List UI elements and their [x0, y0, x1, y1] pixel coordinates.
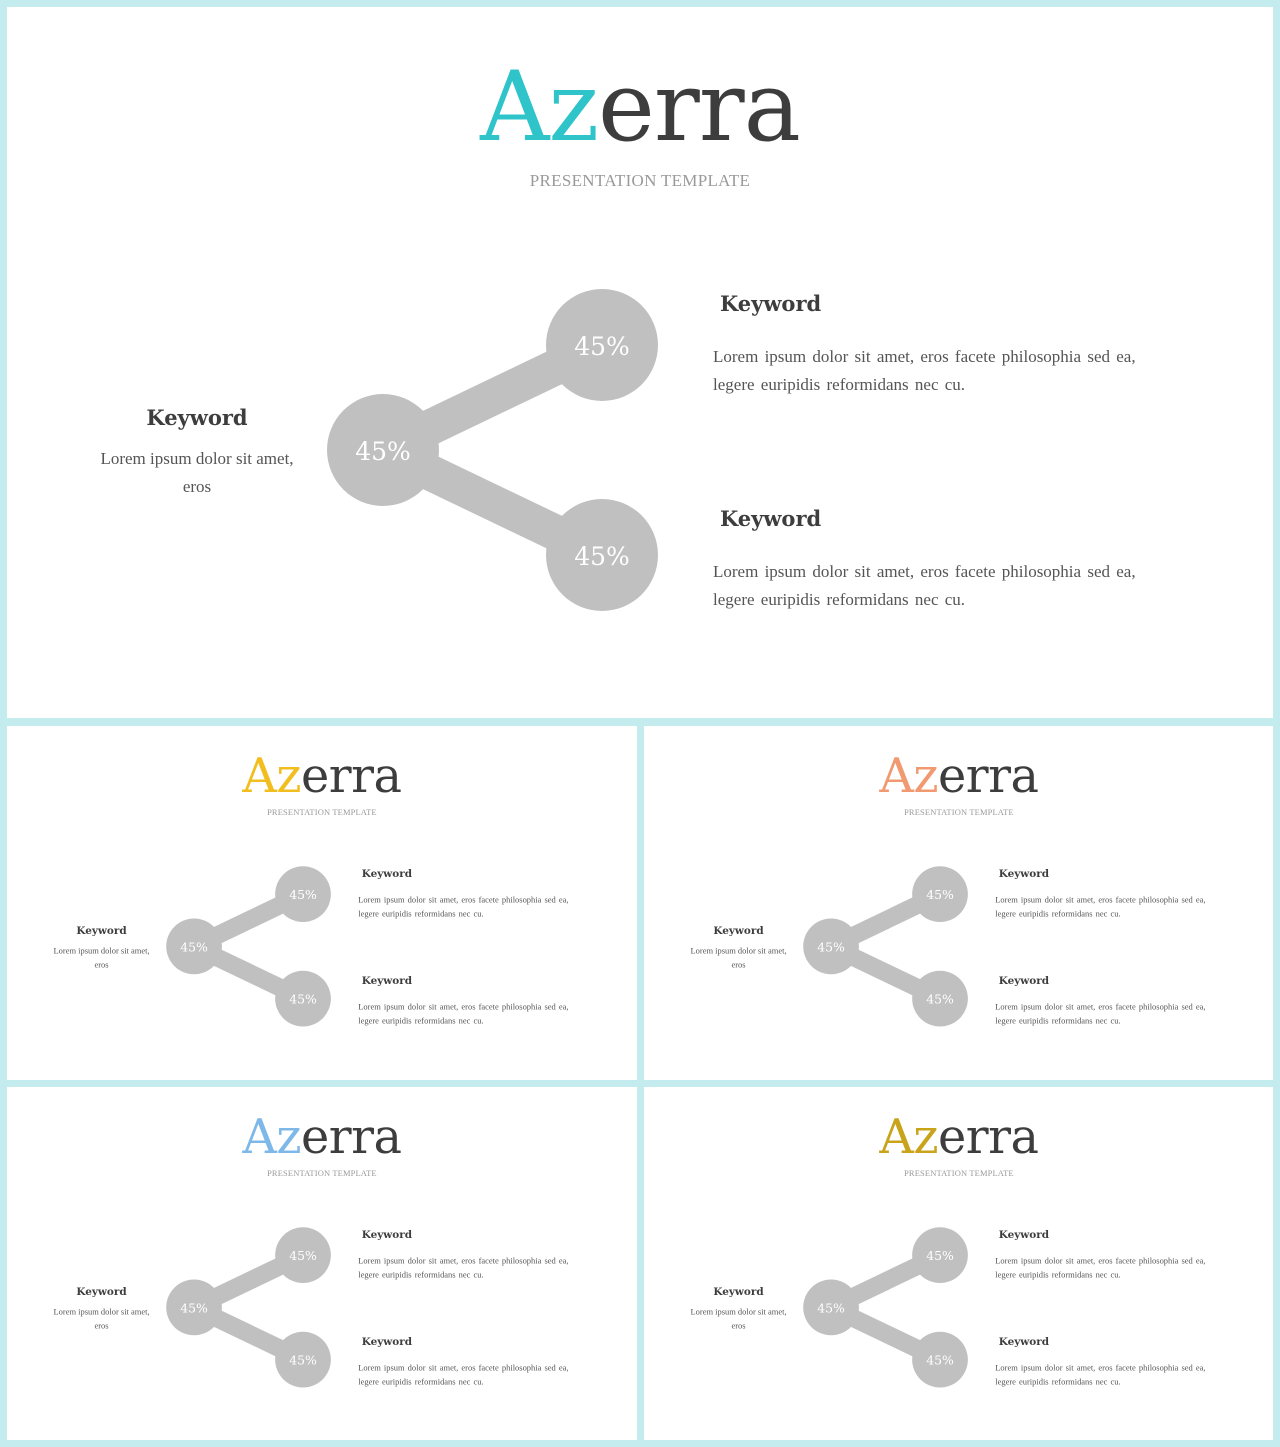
bottom-description: Lorem ipsum dolor sit amet, eros facete philosophia sed ea, legere euripidis reformidans nec cu.: [713, 562, 1136, 609]
left-keyword: Keyword: [713, 1285, 764, 1298]
logo-rest: erra: [301, 747, 402, 804]
left-description: Lorem ipsum dolor sit amet, eros: [690, 1306, 787, 1331]
center-node-value: 45%: [355, 437, 411, 466]
bottom-description: Lorem ipsum dolor sit amet, eros facete philosophia sed ea, legere euripidis reformidans nec cu.: [995, 1363, 1206, 1387]
slide-content: [7, 1087, 637, 1440]
logo-rest: erra: [938, 747, 1039, 804]
bottom-keyword: Keyword: [998, 974, 1050, 987]
left-description: Lorem ipsum dolor sit amet, eros: [53, 945, 150, 970]
left-keyword: Keyword: [713, 924, 764, 937]
center-node-value: 45%: [180, 1300, 208, 1316]
slide-content: [7, 726, 637, 1080]
slide-content: [644, 726, 1273, 1080]
bottom-description: Lorem ipsum dolor sit amet, eros facete philosophia sed ea, legere euripidis reformidans nec cu.: [358, 1363, 569, 1387]
subtitle: PRESENTATION TEMPLATE: [529, 171, 751, 190]
top-node-value: 45%: [926, 1248, 954, 1264]
left-keyword: Keyword: [76, 1285, 127, 1298]
bottom-keyword: Keyword: [361, 974, 413, 987]
slide-thumbnail-gold[interactable]: [644, 1087, 1273, 1440]
slide-content: [7, 7, 1273, 718]
top-node-value: 45%: [926, 887, 954, 903]
bottom-node-value: 45%: [289, 1352, 317, 1368]
top-description: Lorem ipsum dolor sit amet, eros facete philosophia sed ea, legere euripidis reformidans nec cu.: [358, 1256, 569, 1280]
slide-main[interactable]: [7, 7, 1273, 718]
top-node-value: 45%: [289, 1248, 317, 1264]
left-keyword: Keyword: [76, 924, 127, 937]
top-description: Lorem ipsum dolor sit amet, eros facete philosophia sed ea, legere euripidis reformidans nec cu.: [713, 347, 1136, 394]
logo-accent: Az: [242, 1108, 302, 1165]
bottom-node-value: 45%: [926, 1352, 954, 1368]
slide-thumbnail-yellow[interactable]: [7, 726, 637, 1080]
subtitle: PRESENTATION TEMPLATE: [904, 807, 1014, 818]
logo-rest: erra: [938, 1108, 1039, 1165]
logo-accent: Az: [480, 51, 599, 163]
left-keyword: Keyword: [146, 405, 248, 430]
top-keyword: Keyword: [361, 867, 413, 880]
top-description: Lorem ipsum dolor sit amet, eros facete philosophia sed ea, legere euripidis reformidans nec cu.: [995, 895, 1206, 919]
logo-accent: Az: [879, 1108, 939, 1165]
left-description: Lorem ipsum dolor sit amet, eros: [100, 449, 294, 496]
bottom-node-value: 45%: [574, 542, 630, 571]
bottom-keyword: Keyword: [998, 1335, 1050, 1348]
center-node-value: 45%: [180, 939, 208, 955]
subtitle: PRESENTATION TEMPLATE: [267, 1168, 377, 1179]
bottom-keyword: Keyword: [720, 506, 822, 531]
top-keyword: Keyword: [998, 1228, 1050, 1241]
top-node-value: 45%: [574, 332, 630, 361]
left-description: Lorem ipsum dolor sit amet, eros: [53, 1306, 150, 1331]
bottom-node-value: 45%: [289, 991, 317, 1007]
logo-accent: Az: [879, 747, 939, 804]
top-keyword: Keyword: [361, 1228, 413, 1241]
top-keyword: Keyword: [998, 867, 1050, 880]
bottom-description: Lorem ipsum dolor sit amet, eros facete philosophia sed ea, legere euripidis reformidans nec cu.: [358, 1002, 569, 1026]
logo-accent: Az: [242, 747, 302, 804]
slide-thumbnail-orange[interactable]: [644, 726, 1273, 1080]
subtitle: PRESENTATION TEMPLATE: [904, 1168, 1014, 1179]
subtitle: PRESENTATION TEMPLATE: [267, 807, 377, 818]
left-description: Lorem ipsum dolor sit amet, eros: [690, 945, 787, 970]
top-description: Lorem ipsum dolor sit amet, eros facete philosophia sed ea, legere euripidis reformidans nec cu.: [358, 895, 569, 919]
top-description: Lorem ipsum dolor sit amet, eros facete philosophia sed ea, legere euripidis reformidans nec cu.: [995, 1256, 1206, 1280]
logo-rest: erra: [301, 1108, 402, 1165]
slide-thumbnail-blue[interactable]: [7, 1087, 637, 1440]
top-node-value: 45%: [289, 887, 317, 903]
top-keyword: Keyword: [720, 291, 822, 316]
center-node-value: 45%: [817, 1300, 845, 1316]
slide-content: [644, 1087, 1273, 1440]
logo-rest: erra: [598, 51, 800, 163]
bottom-description: Lorem ipsum dolor sit amet, eros facete philosophia sed ea, legere euripidis reformidans nec cu.: [995, 1002, 1206, 1026]
bottom-keyword: Keyword: [361, 1335, 413, 1348]
bottom-node-value: 45%: [926, 991, 954, 1007]
center-node-value: 45%: [817, 939, 845, 955]
